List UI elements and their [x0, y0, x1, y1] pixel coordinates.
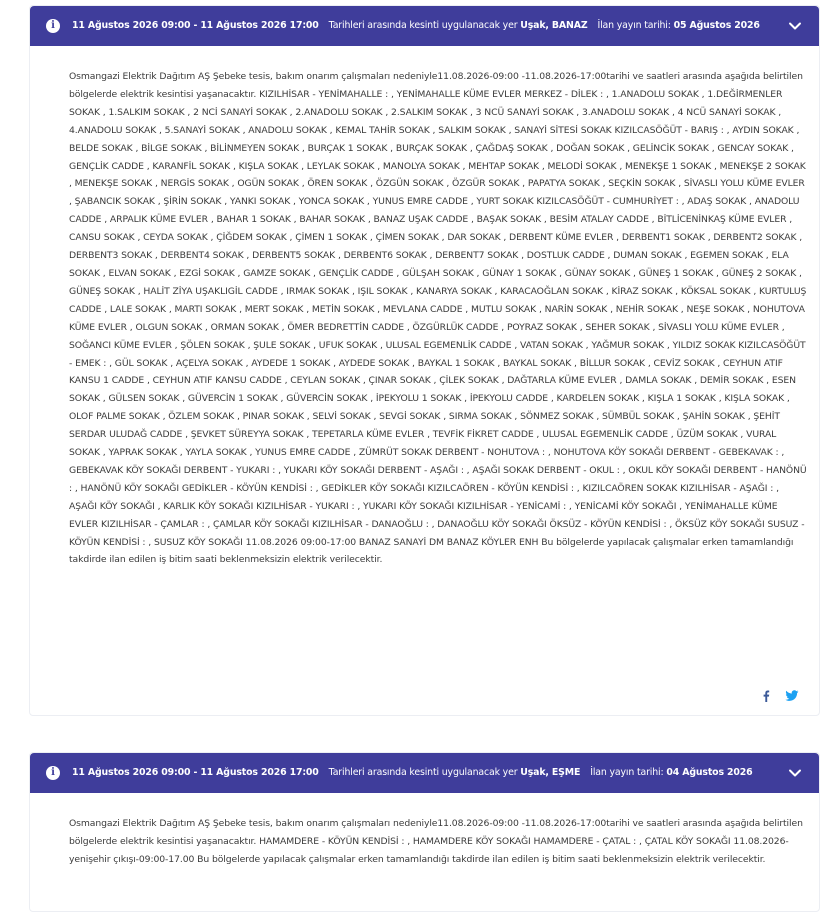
- twitter-icon[interactable]: [785, 690, 799, 702]
- publish-label: İlan yayın tarihi:: [597, 20, 671, 31]
- chevron-down-icon[interactable]: [787, 765, 803, 781]
- notice-location-prefix: Tarihleri arasında kesinti uygulanacak yer: [328, 767, 518, 778]
- notice-location: Uşak, EŞME: [520, 767, 581, 778]
- publish-date: 05 Ağustos 2026: [673, 20, 760, 31]
- notice-header-text: [72, 6, 760, 46]
- notice-header-text: [72, 753, 753, 793]
- notice-body: Osmangazi Elektrik Dağıtım AŞ Şebeke tesis, bakım onarım çalışmaları nedeniyle11.08.2026-09:00 -11.08.2026-17:00tarihi ve saatleri arasında aşağıda belirtilen bölgelerde elektrik kesintisi yaşanacaktır. KIZILHİSAR - YENİMAHALLE : , YENİMAHALLE KÜME EVLER MERKEZ - DİLEK : , 1.ANADOLU SOKAK , 1.DEĞİRMENLER SOKAK , 1.SALKIM SOKAK , 2 NCİ SANAYİ SOKAK , 2.ANADOLU SOKAK , 2.SALKIM SOKAK , 3 NCÜ SANAYİ SOKAK , 3.ANADOLU SOKAK , 4 NCÜ SANAYİ SOKAK , 4.ANADOLU SOKAK , 5.SANAYİ SOKAK , ANADOLU SOKAK , KEMAL TAHİR SOKAK , SALKIM SOKAK , SANAYİ SİTESİ SOKAK KIZILCASÖĞÜT - BARIŞ : , AYDIN SOKAK , BELDE SOKAK , BİLGE SOKAK , BİLİNMEYEN SOKAK , BURÇAK 1 SOKAK , BURÇAK SOKAK , ÇAĞDAŞ SOKAK , DOĞAN SOKAK , GELİNCİK SOKAK , GENCAY SOKAK , GENÇLİK CADDE , KARANFİL SOKAK , KIŞLA SOKAK , LEYLAK SOKAK , MANOLYA SOKAK , MEHTAP SOKAK , MELODİ SOKAK , MENEKŞE 1 SOKAK , MENEKŞE 2 SOKAK , MENEKŞE SOKAK , NERGİS SOKAK , OGÜN SOKAK , ÖREN SOKAK , ÖZGÜN SOKAK , ÖZGÜR SOKAK , PAPATYA SOKAK , SEÇKİN SOKAK , SİVASLI YOLU KÜME EVLER , ŞABANCIK SOKAK , ŞİRİN SOKAK , YANKI SOKAK , YONCA SOKAK , YUNUS EMRE CADDE , YURT SOKAK KIZILCASÖĞÜT - CUMHURİYET : , ADAŞ SOKAK , ANADOLU CADDE , ARPALIK KÜME EVLER , BAHAR 1 SOKAK , BAHAR SOKAK , BANAZ UŞAK CADDE , BAŞAK SOKAK , BESİM ATALAY CADDE , BİTLİCENİNKAŞ KÜME EVLER , CANSU SOKAK , CEYDA SOKAK , ÇİĞDEM SOKAK , ÇİMEN 1 SOKAK , ÇİMEN SOKAK , DAR SOKAK , DERBENT KÜME EVLER , DERBENT1 SOKAK , DERBENT2 SOKAK , DERBENT3 SOKAK , DERBENT4 SOKAK , DERBENT5 SOKAK , DERBENT6 SOKAK , DERBENT7 SOKAK , DOSTLUK CADDE , DUMAN SOKAK , EGEMEN SOKAK , ELA SOKAK , ELVAN SOKAK , EZGİ SOKAK , GAMZE SOKAK , GENÇLİK CADDE , GÜLŞAH SOKAK , GÜNAY 1 SOKAK , GÜNAY SOKAK , GÜNEŞ 1 SOKAK , GÜNEŞ 2 SOKAK , GÜNEŞ SOKAK , HALİT ZİYA UŞAKLIGİL CADDE , IRMAK SOKAK , IŞIL SOKAK , KANARYA SOKAK , KARACAOĞLAN SOKAK , KİRAZ SOKAK , KÖKSAL SOKAK , KURTULUŞ CADDE , LALE SOKAK , MARTI SOKAK , MERT SOKAK , METİN SOKAK , MEVLANA CADDE , MUTLU SOKAK , NARİN SOKAK , NEHİR SOKAK , NEŞE SOKAK , NOHUTOVA KÜME EVLER , OLGUN SOKAK , ORMAN SOKAK , ÖMER BEDRETTİN CADDE , ÖZGÜRLÜK CADDE , POYRAZ SOKAK , SEHER SOKAK , SİVASLI YOLU KÜME EVLER , SOĞANCI KÜME EVLER , ŞÖLEN SOKAK , ŞULE SOKAK , UFUK SOKAK , ULUSAL EGEMENLİK CADDE , VATAN SOKAK , YAĞMUR SOKAK , YILDIZ SOKAK KIZILCASÖĞÜT - EMEK : , GÜL SOKAK , AÇELYA SOKAK , AYDEDE 1 SOKAK , AYDEDE SOKAK , BAYKAL 1 SOKAK , BAYKAL SOKAK , BİLLUR SOKAK , CEVİZ SOKAK , CEYHUN ATIF KANSU 1 CADDE , CEYHUN ATIF KANSU CADDE , CEYLAN SOKAK , ÇINAR SOKAK , ÇİLEK SOKAK , DAĞTARLA KÜME EVLER , DAMLA SOKAK , DEMİR SOKAK , ESEN SOKAK , GÜLSEN SOKAK , GÜVERCİN 1 SOKAK , GÜVERCİN SOKAK , İPEKYOLU 1 SOKAK , İPEKYOLU CADDE , KARDELEN SOKAK , KIŞLA 1 SOKAK , KIŞLA SOKAK , OLOF PALME SOKAK , ÖZLEM SOKAK , PINAR SOKAK , SELVİ SOKAK , SEVGİ SOKAK , SIRMA SOKAK , SÖNMEZ SOKAK , SÜMBÜL SOKAK , ŞAHİN SOKAK , ŞEHİT SERDAR ULUDAĞ CADDE , ŞEVKET SÜREYYA SOKAK , TEPETARLA KÜME EVLER , TEVFİK FİKRET CADDE , ULUSAL EGEMENLİK CADDE , ÜZÜM SOKAK , VURAL SOKAK , YAPRAK SOKAK , YAYLA SOKAK , YUNUS EMRE CADDE , ZÜMRÜT SOKAK DERBENT - NOHUTOVA : , NOHUTOVA KÖY SOKAĞI DERBENT - GEBEKAVAK : , GEBEKAVAK KÖY SOKAĞI DERBENT - YUKARI : , YUKARI KÖY SOKAĞI DERBENT - AŞAĞI : , AŞAĞI SOKAK DERBENT - OKUL : , OKUL KÖY SOKAĞI DERBENT - HANÖNÜ : , HANÖNÜ KÖY SOKAĞI GEDİKLER - KÖYÜN KENDİSİ : , GEDİKLER KÖY SOKAĞI KIZILCAÖREN - KÖYÜN KENDİSİ : , KIZILCAÖREN SOKAK KIZILHİSAR - AŞAĞI : , AŞAĞI KÖY SOKAĞI , KARLIK KÖY SOKAĞI KIZILHİSAR - YUKARI : , YUKARI KÖY SOKAĞI KIZILHİSAR - YENİCAMİ : , YENİCAMİ KÖY SOKAĞI , YENİMAHALLE KÜME EVLER KIZILHİSAR - ÇAMLAR : , ÇAMLAR KÖY SOKAĞI KIZILHİSAR - DANAOĞLU : , DANAOĞLU KÖY SOKAĞI ÖKSÜZ - KÖYÜN KENDİSİ : , ÖKSÜZ KÖY SOKAĞI SUSUZ - KÖYÜN KENDİSİ : , SUSUZ KÖY SOKAĞI 11.08.2026 09:00-17:00 BANAZ SANAYİ DM BANAZ KÖYLER ENH Bu bölgelerde yapılacak çalışmalar erken tamamlandığı takdirde ilan edilen iş bitim saati beklenmeksizin elektrik verilecektir.: [69, 71, 807, 566]
- chevron-down-icon[interactable]: [787, 18, 803, 34]
- notice-header[interactable]: [30, 6, 819, 46]
- publish-date: 04 Ağustos 2026: [666, 767, 753, 778]
- outage-notice-card: [29, 752, 820, 912]
- notice-location-prefix: Tarihleri arasında kesinti uygulanacak yer: [328, 20, 518, 31]
- info-icon: i: [46, 19, 60, 33]
- publish-label: İlan yayın tarihi:: [590, 767, 664, 778]
- notice-header[interactable]: [30, 753, 819, 793]
- facebook-icon[interactable]: [761, 690, 771, 702]
- notice-date-range: 11 Ağustos 2026 09:00 - 11 Ağustos 2026 17:00: [72, 767, 319, 778]
- outage-notice-card: [29, 5, 820, 716]
- notice-body: Osmangazi Elektrik Dağıtım AŞ Şebeke tesis, bakım onarım çalışmaları nedeniyle11.08.2026-09:00 -11.08.2026-17:00tarihi ve saatleri arasında aşağıda belirtilen bölgelerde elektrik kesintisi yaşanacaktır. HAMAMDERE - KÖYÜN KENDİSİ : , HAMAMDERE KÖY SOKAĞI HAMAMDERE - ÇATAL : , ÇATAL KÖY SOKAĞI 11.08.2026-yenişehir çıkışı-09:00-17.00 Bu bölgelerde yapılacak çalışmalar erken tamamlandığı takdirde ilan edilen iş bitim saati beklenmeksizin elektrik verilecektir.: [69, 818, 803, 865]
- notice-date-range: 11 Ağustos 2026 09:00 - 11 Ağustos 2026 17:00: [72, 20, 319, 31]
- notice-location: Uşak, BANAZ: [520, 20, 588, 31]
- info-icon: i: [46, 766, 60, 780]
